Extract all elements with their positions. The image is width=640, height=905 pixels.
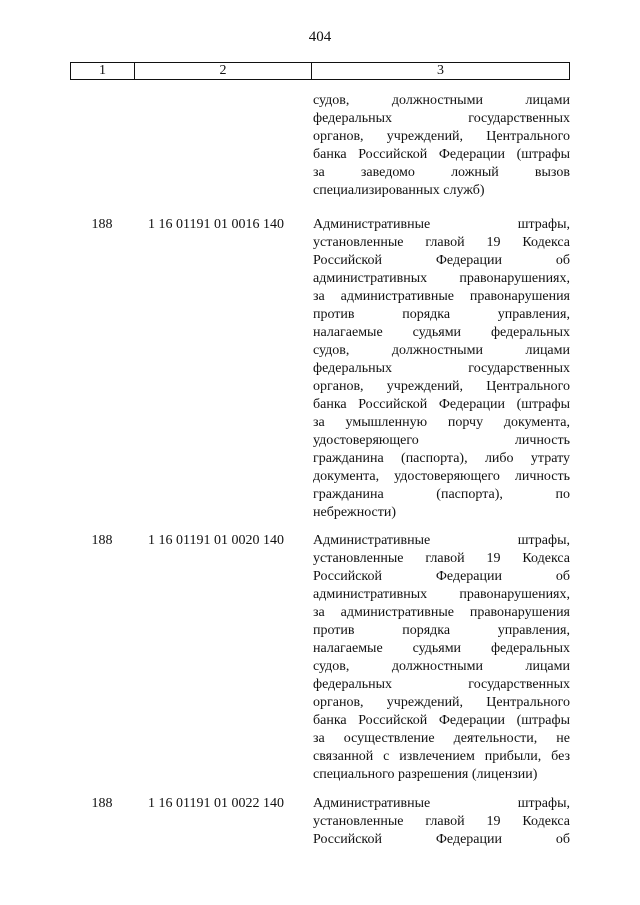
admin-code: 188 [91, 217, 113, 232]
description-line: специального разрешения (лицензии) [313, 767, 538, 782]
header-col-3: 3 [437, 63, 444, 78]
description-line: гражданина (паспорта), либо утрату [313, 451, 570, 466]
description-line: судов, должностными лицами [313, 93, 570, 108]
admin-code: 188 [91, 533, 113, 548]
description-line: банка Российской Федерации (штрафы [313, 147, 570, 162]
entry-description [313, 216, 570, 522]
description-line: Административные штрафы, [313, 796, 570, 811]
description-line: судов, должностными лицами [313, 343, 570, 358]
description-line: за умышленную порчу документа, [313, 415, 570, 430]
description-line: федеральных государственных [313, 361, 570, 376]
kbk-code: 1 16 01191 01 0016 140 [148, 217, 284, 232]
entry-description [313, 532, 570, 784]
description-line: Административные штрафы, [313, 533, 570, 548]
description-line: установленные главой 19 Кодекса [313, 235, 570, 250]
entry-description [313, 795, 570, 849]
table-header-row [70, 62, 570, 80]
description-line: специализированных служб) [313, 183, 485, 198]
description-line: за административные правонарушения [313, 289, 570, 304]
description-line: документа, удостоверяющего личность [313, 469, 570, 484]
header-col-2: 2 [135, 63, 312, 79]
description-line: против порядка управления, [313, 623, 570, 638]
description-line: Административные штрафы, [313, 217, 570, 232]
description-line: удостоверяющего личность [313, 433, 570, 448]
description-line: небрежности) [313, 505, 397, 520]
description-line: гражданина (паспорта), по [313, 487, 570, 502]
description-line: федеральных государственных [313, 111, 570, 126]
description-line: Российской Федерации об [313, 253, 570, 268]
description-line: против порядка управления, [313, 307, 570, 322]
description-line: установленные главой 19 Кодекса [313, 814, 570, 829]
description-line: за осуществление деятельности, не [313, 731, 570, 746]
description-line: связанной с извлечением прибыли, без [313, 749, 570, 764]
description-line: федеральных государственных [313, 677, 570, 692]
description-line: за заведомо ложный вызов [313, 165, 570, 180]
header-col-1: 1 [71, 63, 135, 79]
description-line: административных правонарушениях, [313, 271, 570, 286]
description-line: налагаемые судьями федеральных [313, 641, 570, 656]
description-line: налагаемые судьями федеральных [313, 325, 570, 340]
description-line: судов, должностными лицами [313, 659, 570, 674]
description-line: банка Российской Федерации (штрафы [313, 713, 570, 728]
continuation-description [313, 92, 570, 200]
description-line: административных правонарушениях, [313, 587, 570, 602]
description-line: органов, учреждений, Центрального [313, 379, 570, 394]
kbk-code: 1 16 01191 01 0022 140 [148, 796, 284, 811]
page-number: 404 [308, 29, 332, 45]
description-line: за административные правонарушения [313, 605, 570, 620]
description-line: органов, учреждений, Центрального [313, 695, 570, 710]
admin-code: 188 [91, 796, 113, 811]
description-line: установленные главой 19 Кодекса [313, 551, 570, 566]
description-line: Российской Федерации об [313, 569, 570, 584]
description-line: банка Российской Федерации (штрафы [313, 397, 570, 412]
kbk-code: 1 16 01191 01 0020 140 [148, 533, 284, 548]
description-line: Российской Федерации об [313, 832, 570, 847]
description-line: органов, учреждений, Центрального [313, 129, 570, 144]
